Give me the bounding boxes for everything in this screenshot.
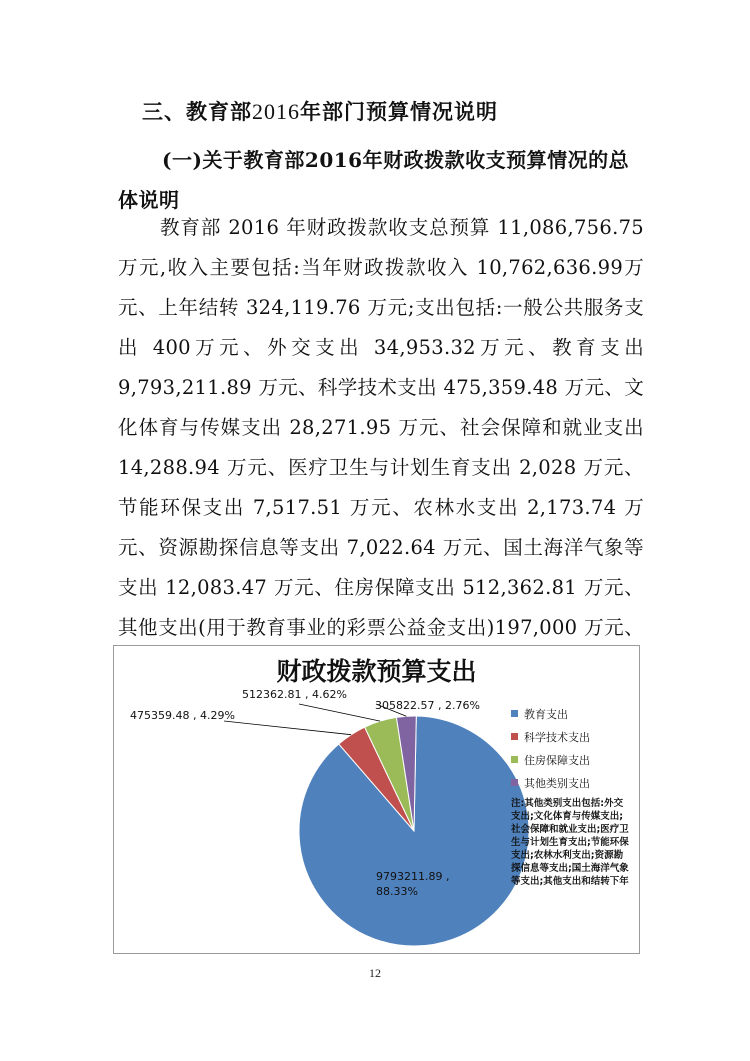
legend-item-education [511, 702, 631, 725]
section-heading [142, 96, 498, 126]
legend-item-science [511, 725, 631, 748]
chart-title: 财政拨款预算支出 [276, 657, 477, 686]
section-heading-year: 2016 [252, 99, 300, 124]
legend-item-other [511, 771, 631, 794]
subheading: (一)关于教育部2016年财政拨款收支预算情况的总体说明 [118, 148, 630, 212]
section-heading-prefix: 三、教育部 [142, 100, 252, 124]
legend-swatch-education [511, 710, 518, 717]
data-label-other: 305822.57 , 2.76% [375, 699, 480, 712]
legend-label-science: 科学技术支出 [524, 730, 590, 744]
legend-swatch-other [511, 779, 518, 786]
legend-label-housing: 住房保障支出 [524, 753, 590, 767]
legend-swatch-science [511, 733, 518, 740]
legend-label-other: 其他类别支出 [524, 776, 590, 790]
data-label-education: 9793211.89 , 88.33% [376, 870, 450, 898]
leader-line-science [224, 721, 351, 735]
chart-legend [511, 702, 631, 794]
legend-item-housing [511, 748, 631, 771]
legend-swatch-housing [511, 756, 518, 763]
leader-line-housing [299, 704, 380, 721]
pie-chart-frame [113, 645, 640, 954]
page-number: 12 [369, 966, 381, 980]
budget-paragraph: 教育部 2016 年财政拨款收支总预算 11,086,756.75 万元,收入主要包括:当年财政拨款收入 10,762,636.99万元、上年结转 324,119.76 万元;支出包括:一般公共服务支出 400万元、外交支出 34,953.32万元、教育支出 9,793,211.89 万元、科学技术支出 475,359.48 万元、文化体育与传媒支出 28,271.95 万元、社会保障和就业支出 14,288.94 万元、医疗卫生与计划生育支出 2,028 万元、节能环保支出 7,517.51 万元、农林水支出 2,173.74 万元、资源勘探信息等支出 7,022.64 万元、国土海洋气象等支出 12,083.47 万元、住房保障支出 512,362.81 万元、其他支出(用于教育事业的彩票公益金支出)197,000 万元、 [118, 216, 644, 639]
data-label-science: 475359.48 , 4.29% [130, 709, 235, 722]
chart-note: 注:其他类别支出包括:外交支出;文化体育与传媒支出;社会保障和就业支出;医疗卫生与计划生育支出;节能环保支出;农林水利支出;资源勘探信息等支出;国土海洋气象等支出;其他支出和结转下年 [511, 798, 629, 887]
legend-label-education: 教育支出 [524, 707, 568, 721]
data-label-housing: 512362.81 , 4.62% [242, 688, 347, 701]
section-heading-suffix: 年部门预算情况说明 [300, 100, 498, 124]
